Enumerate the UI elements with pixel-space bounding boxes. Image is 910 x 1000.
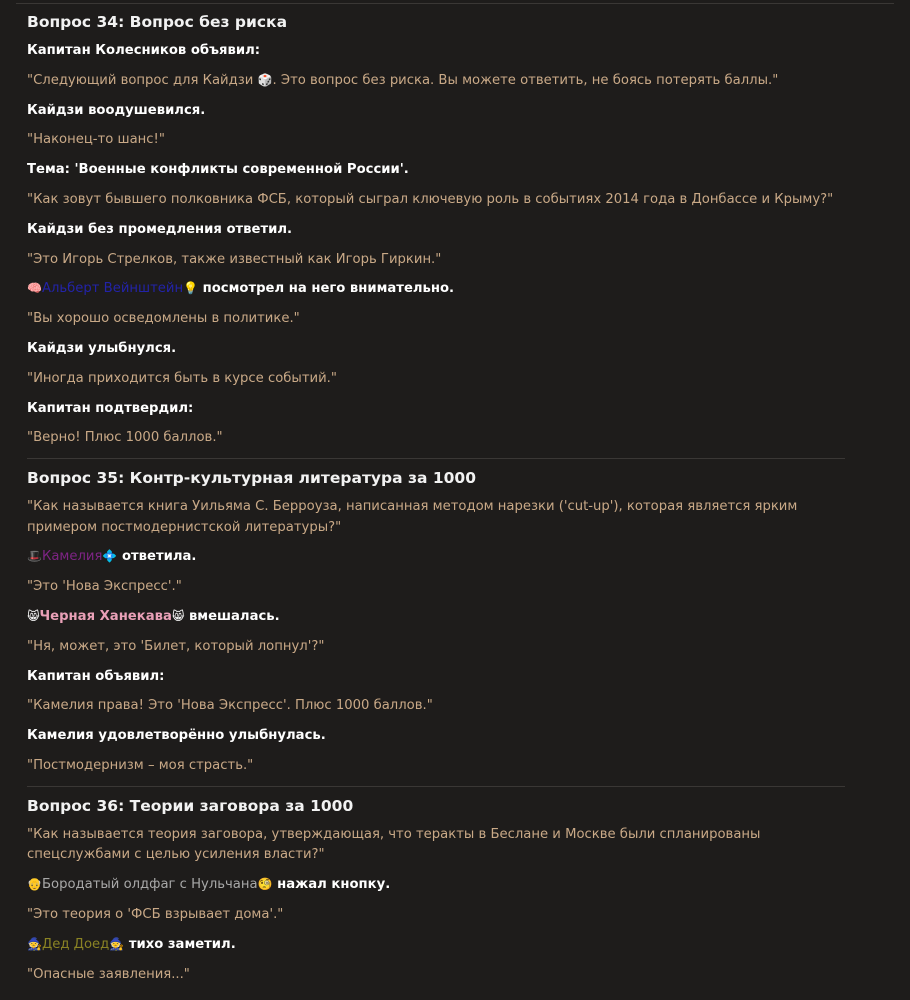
speaker-name-bearded-oldfag: Бородатый олдфаг с Нульчана [41,877,258,893]
narration-text: ответила. [117,549,197,565]
narration-line: Кайдзи улыбнулся. [27,340,177,356]
top-divider [16,3,894,4]
quote-line: "Постмодернизм – моя страсть." [27,758,254,774]
speaker-name-chernaya-hanekawa: Черная Ханекава [39,609,172,625]
narration-text: посмотрел на него внимательно. [198,281,455,297]
dice-icon: 🎲 [257,72,273,87]
narration-line [27,935,857,956]
wizard-icon: 🧙 [27,936,42,951]
narration-text: вмешалась. [184,609,280,625]
question-34-heading: Вопрос 34: Вопрос без риска [27,13,288,31]
monocle-face-icon: 🧐 [257,877,273,892]
quote-line: "Опасные заявления..." [27,966,190,982]
narration-line [27,875,857,896]
narration-line [27,279,857,300]
old-man-icon: 👴 [27,877,42,892]
quote-line [27,71,857,92]
quote-line: "Это 'Нова Экспресс'." [27,579,182,595]
quote-line: "Вы хорошо осведомлены в политике." [27,311,300,327]
lightbulb-icon: 💡 [183,281,199,296]
diamond-icon: 💠 [102,549,118,564]
quote-line: "Камелия права! Это 'Нова Экспресс'. Плюс 1000 баллов." [27,698,433,714]
wizard-icon: 🧙 [109,936,125,951]
narration-line: Капитан объявил: [27,668,165,684]
narration-line: Камелия удовлетворённо улыбнулась. [27,728,326,744]
quote-line: "Как зовут бывшего полковника ФСБ, который сыграл ключевую роль в событиях 2014 года в Донбассе и Крыму?" [27,191,834,207]
cat-face-icon: 😸 [171,609,185,624]
speaker-name-ded-doed: Дед Доед [41,936,110,952]
quote-text-part: . Это вопрос без риска. Вы можете ответить, не боясь потерять баллы." [272,72,779,88]
quote-line: "Как называется теория заговора, утверждающая, что теракты в Беслане и Москве были спланированы спецслужбами с целью усиления власти?" [27,826,761,863]
narration-line: Капитан подтвердил: [27,400,194,416]
narration-line: Тема: 'Военные конфликты современной России'. [27,162,409,178]
narration-line: Кайдзи воодушевился. [27,102,206,118]
speaker-name-camelia: Камелия [41,549,103,565]
section-divider [27,786,845,787]
question-35-heading: Вопрос 35: Контр-культурная литература за 1000 [27,469,476,488]
section-divider [27,458,845,459]
question-36-heading: Вопрос 36: Теории заговора за 1000 [27,796,354,815]
cat-face-icon: 😸 [27,609,40,624]
content-column [27,12,857,994]
quote-line: "Наконец-то шанс!" [27,132,165,148]
quote-line: "Иногда приходится быть в курсе событий." [27,370,337,386]
narration-line [27,607,857,628]
quote-line: "Это теория о 'ФСБ взрывает дома'." [27,906,284,922]
quote-line: "Как называется книга Уильяма С. Берроуза, написанная методом нарезки ('cut-up'), которая является ярким примером постмодернистской литературы?" [27,499,798,535]
narration-line: Капитан Колесников объявил: [27,43,260,58]
narration-text: тихо заметил. [124,936,236,952]
quote-line: "Верно! Плюс 1000 баллов." [27,430,223,446]
quote-text-part: "Следующий вопрос для Кайдзи [27,72,258,88]
brain-icon: 🧠 [27,281,42,296]
quote-line: "Это Игорь Стрелков, также известный как Игорь Гиркин." [27,251,442,267]
narration-line [27,547,857,568]
narration-line: Кайдзи без промедления ответил. [27,221,293,237]
quote-line: "Ня, может, это 'Билет, который лопнул'?" [27,638,325,654]
narration-text: нажал кнопку. [272,877,391,893]
top-hat-icon: 🎩 [27,549,42,564]
speaker-name-einstein: Альберт Вейнштейн [41,281,184,297]
